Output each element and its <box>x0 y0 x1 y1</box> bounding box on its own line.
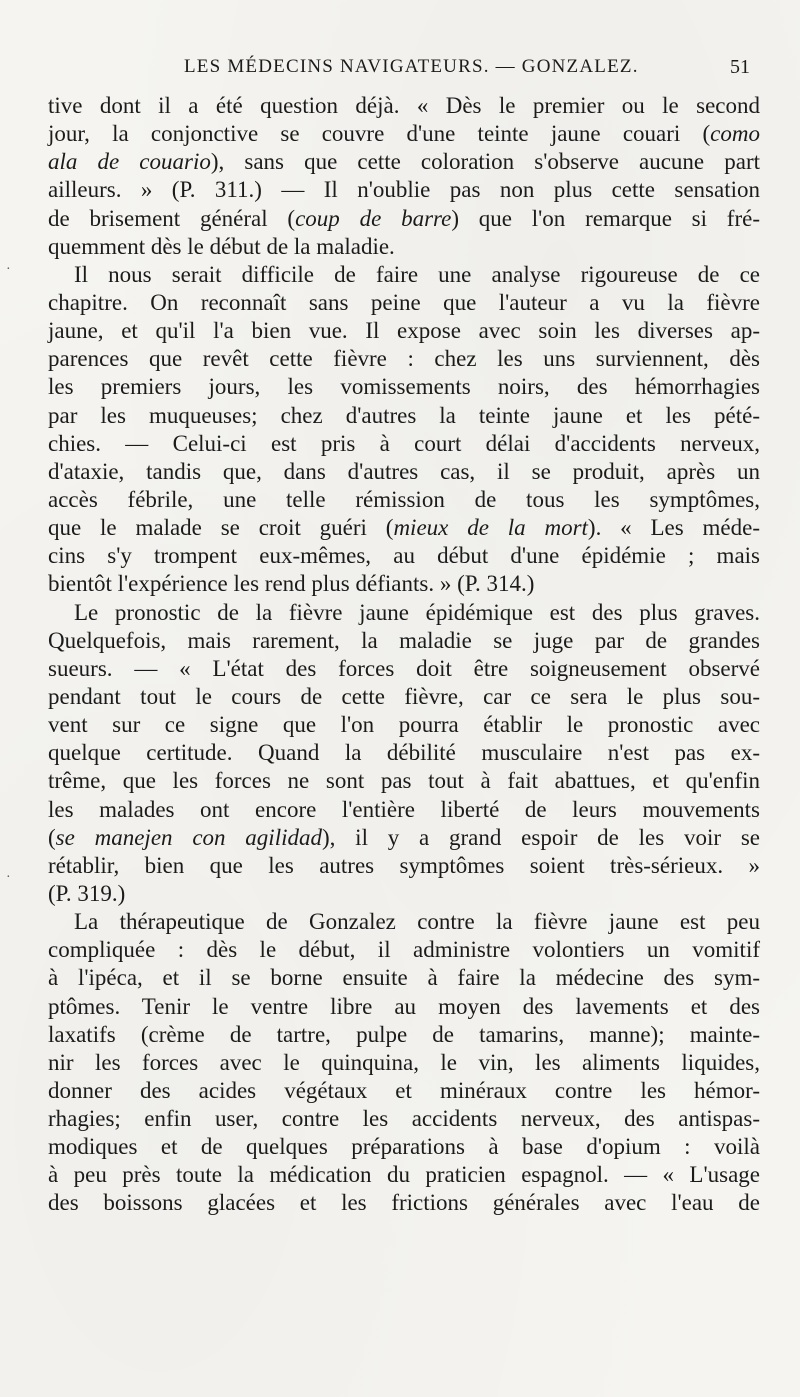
text-line: Il nous serait difficile de faire une analyse rigoureuse de ce <box>74 261 760 287</box>
text-line: quemment dès le début de la maladie. <box>48 233 395 259</box>
running-title: LES MÉDECINS NAVIGATEURS. — GONZALEZ. <box>184 56 639 77</box>
paragraph <box>48 261 760 599</box>
body-text <box>48 92 760 1218</box>
text-line: les premiers jours, les vomissements noirs, des hémorrhagies <box>48 374 760 400</box>
text-line: parences que revêt cette fièvre : chez les uns surviennent, dès <box>48 346 760 372</box>
text-line: bientôt l'expérience les rend plus défiants. » (P. 314.) <box>48 571 535 597</box>
text-line: d'ataxie, tandis que, dans d'autres cas, il se produit, après un <box>48 458 760 484</box>
text-line: ala de couario), sans que cette coloration s'observe aucune part <box>48 149 761 175</box>
text-line: jaune, et qu'il l'a bien vue. Il expose avec soin les diverses ap- <box>48 318 760 344</box>
text-line: laxatifs (crème de tartre, pulpe de tamarins, manne); mainte- <box>48 1021 760 1047</box>
text-line: Le pronostic de la fièvre jaune épidémique est des plus graves. <box>74 599 760 625</box>
text-line: quelque certitude. Quand la débilité musculaire n'est pas ex- <box>48 740 760 766</box>
text-line: vent sur ce signe que l'on pourra établir le pronostic avec <box>48 712 760 738</box>
paragraph <box>48 908 760 1218</box>
paragraph <box>48 599 760 909</box>
text-line: nir les forces avec le quinquina, le vin, les aliments liquides, <box>48 1049 760 1075</box>
text-line: trême, que les forces ne sont pas tout à fait abattues, et qu'enfin <box>48 768 760 794</box>
text-line: rétablir, bien que les autres symptômes soient très-sérieux. » <box>48 852 760 878</box>
margin-dot: · <box>6 262 11 277</box>
text-line: donner des acides végétaux et minéraux contre les hémor- <box>48 1077 760 1103</box>
running-head <box>0 56 800 86</box>
text-line: ailleurs. » (P. 311.) — Il n'oublie pas non plus cette sensation <box>48 177 760 203</box>
text-line: chies. — Celui-ci est pris à court délai d'accidents nerveux, <box>48 430 760 456</box>
text-line: rhagies; enfin user, contre les accidents nerveux, des antispas- <box>48 1106 760 1132</box>
text-line: à peu près toute la médication du praticien espagnol. — « L'usage <box>48 1162 760 1188</box>
text-line: de brisement général (coup de barre) que l'on remarque si fré- <box>48 205 760 231</box>
text-line: chapitre. On reconnaît sans peine que l'auteur a vu la fièvre <box>48 289 760 315</box>
text-line: tive dont il a été question déjà. « Dès le premier ou le second <box>48 93 760 118</box>
margin-dot: · <box>6 870 11 885</box>
text-line: cins s'y trompent eux-mêmes, au début d'une épidémie ; mais <box>48 543 760 569</box>
text-line: par les muqueuses; chez d'autres la teinte jaune et les pété- <box>48 402 760 428</box>
paragraph <box>48 92 760 261</box>
text-line: ptômes. Tenir le ventre libre au moyen des lavements et des <box>48 993 760 1019</box>
page-number: 51 <box>730 56 750 78</box>
text-line: accès fébrile, une telle rémission de tous les symptômes, <box>48 486 760 512</box>
text-line: modiques et de quelques préparations à base d'opium : voilà <box>48 1134 760 1160</box>
text-line: sueurs. — « L'état des forces doit être soigneusement observé <box>48 655 760 681</box>
text-line: La thérapeutique de Gonzalez contre la fièvre jaune est peu <box>74 909 760 935</box>
text-line: (P. 319.) <box>48 880 126 906</box>
text-line: jour, la conjonctive se couvre d'une teinte jaune couari (como <box>48 121 760 147</box>
text-line: les malades ont encore l'entière liberté de leurs mouvements <box>48 796 760 822</box>
text-line: Quelquefois, mais rarement, la maladie se juge par de grandes <box>48 627 760 653</box>
text-line: que le malade se croit guéri (mieux de la mort). « Les méde- <box>48 515 760 541</box>
text-line: à l'ipéca, et il se borne ensuite à faire la médecine des sym- <box>48 965 760 991</box>
text-line: compliquée : dès le début, il administre volontiers un vomitif <box>48 937 760 963</box>
text-line: pendant tout le cours de cette fièvre, car ce sera le plus sou- <box>48 683 760 709</box>
text-line: (se manejen con agilidad), il y a grand espoir de les voir se <box>48 824 760 850</box>
text-line: des boissons glacées et les frictions générales avec l'eau de <box>48 1190 760 1216</box>
